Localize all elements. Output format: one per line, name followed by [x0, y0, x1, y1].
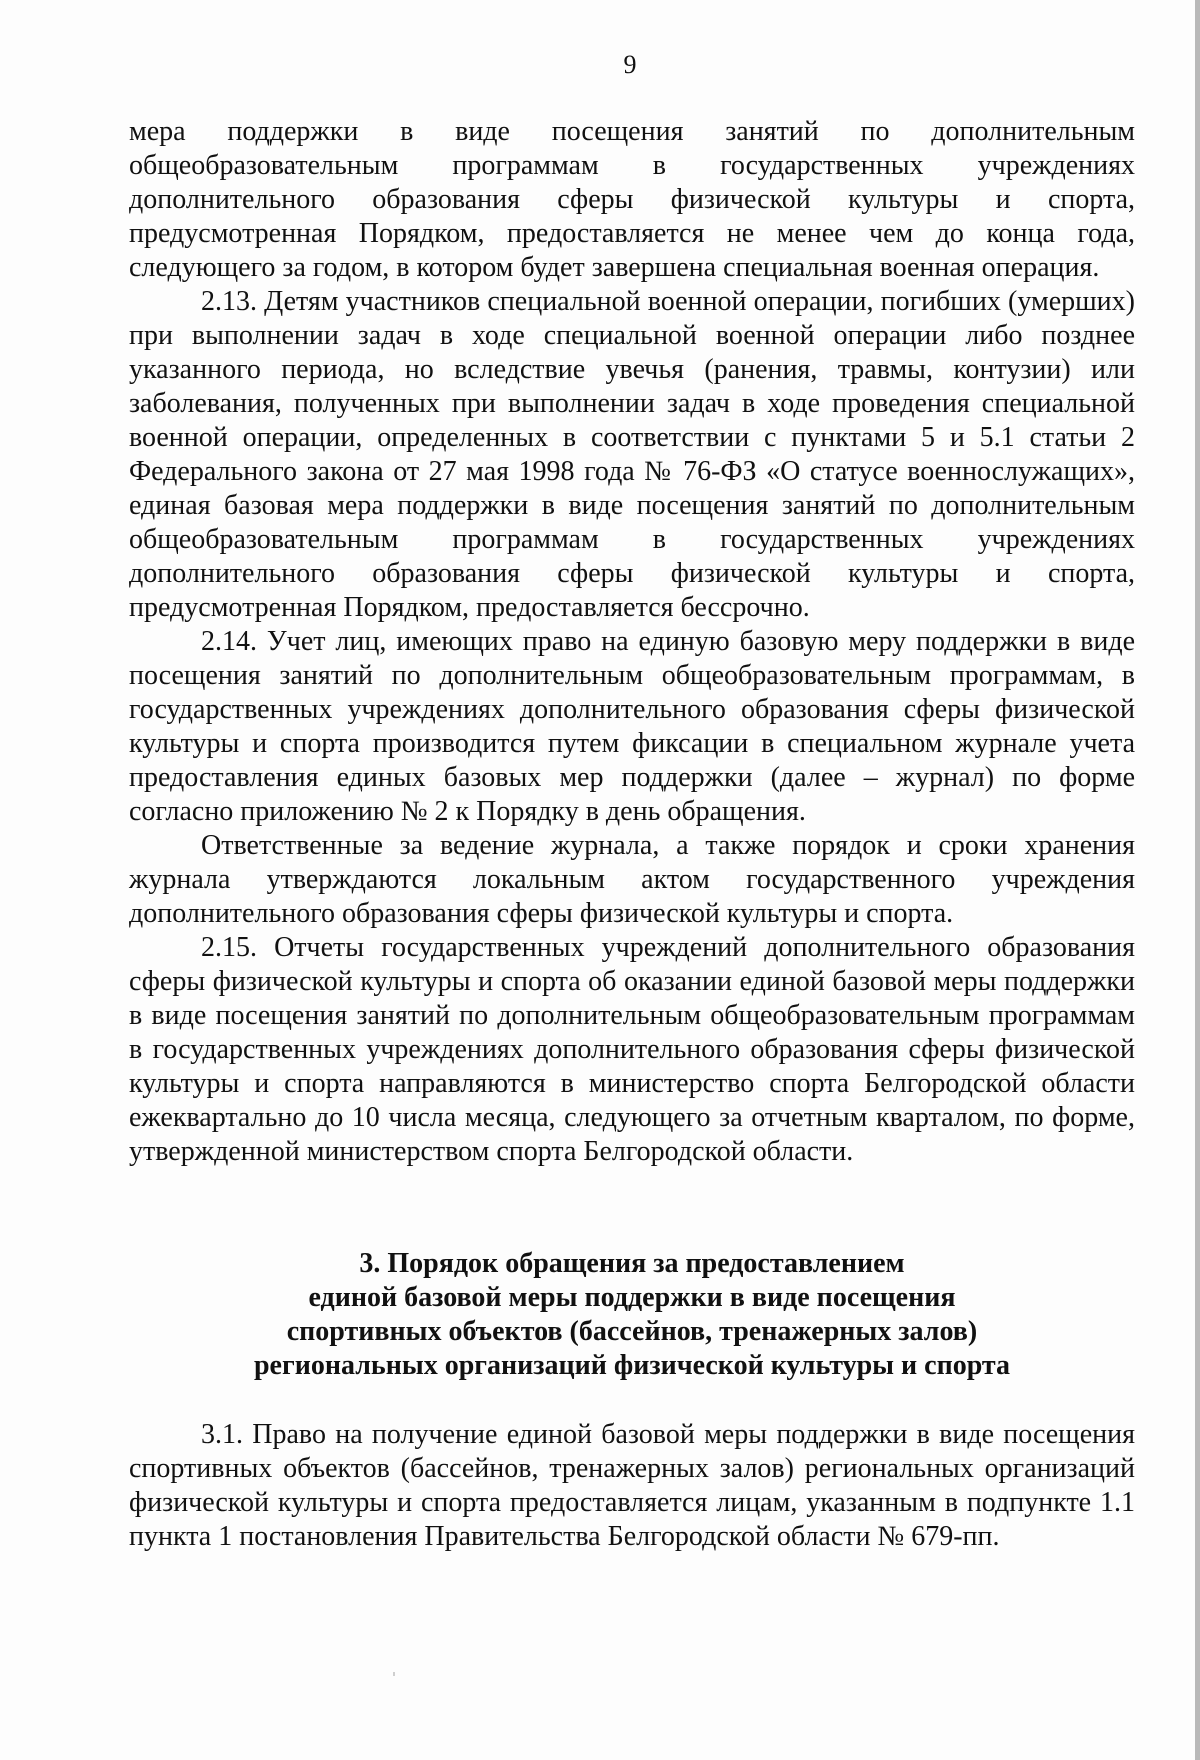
- section-heading-line: региональных организаций физической культуры и спорта: [253, 1350, 1010, 1381]
- paragraph-journal-responsibility: Ответственные за ведение журнала, а также порядок и сроки хранения журнала утверждаются локальным актом государственного учреждения дополнительного образования сферы физической культуры и спорта.: [129, 830, 1135, 929]
- paragraph-continuation: мера поддержки в виде посещения занятий по дополнительным общеобразовательным программам в государственных учреждениях дополнительного образования сферы физической культуры и спорта, предусмотренная Порядком, предоставляется не менее чем до конца года, следующего за годом, в котором будет завершена специальная военная операция.: [129, 116, 1135, 283]
- document-body: [129, 115, 1135, 1169]
- section-heading-line: спортивных объектов (бассейнов, тренажерных залов): [286, 1316, 978, 1347]
- section-3-heading: [129, 1247, 1135, 1383]
- paragraph-2-14: 2.14. Учет лиц, имеющих право на единую базовую меру поддержки в виде посещения занятий по дополнительным общеобразовательным программам, в государственных учреждениях дополнительного образования сферы физической культуры и спорта производится путем фиксации в специальном журнале учета предоставления единых базовых мер поддержки (далее – журнал) по форме согласно приложению № 2 к Порядку в день обращения.: [129, 626, 1135, 827]
- section-3-body: [129, 1418, 1135, 1554]
- paragraph-2-13: 2.13. Детям участников специальной военной операции, погибших (умерших) при выполнении задач в ходе специальной военной операции либо позднее указанного периода, но вследствие увечья (ранения, травмы, контузии) или заболевания, полученных при выполнении задач в ходе проведения специальной военной операции, определенных в соответствии с пунктами 5 и 5.1 статьи 2 Федерального закона от 27 мая 1998 года № 76-ФЗ «О статусе военнослужащих», единая базовая мера поддержки в виде посещения занятий по дополнительным общеобразовательным программам в государственных учреждениях дополнительного образования сферы физической культуры и спорта, предусмотренная Порядком, предоставляется бессрочно.: [129, 286, 1135, 623]
- section-heading-line: 3. Порядок обращения за предоставлением: [359, 1248, 905, 1279]
- paragraph-3-1: 3.1. Право на получение единой базовой меры поддержки в виде посещения спортивных объектов (бассейнов, тренажерных залов) региональных организаций физической культуры и спорта предоставляется лицам, указанным в подпункте 1.1 пункта 1 постановления Правительства Белгородской области № 679-пп.: [129, 1419, 1135, 1552]
- paragraph-2-15: 2.15. Отчеты государственных учреждений дополнительного образования сферы физической культуры и спорта об оказании единой базовой меры поддержки в виде посещения занятий по дополнительным общеобразовательным программам в государственных учреждениях дополнительного образования сферы физической культуры и спорта направляются в министерство спорта Белгородской области ежеквартально до 10 числа месяца, следующего за отчетным кварталом, по форме, утвержденной министерством спорта Белгородской области.: [129, 932, 1135, 1167]
- scan-artifact: [393, 1672, 395, 1676]
- page-number: 9: [623, 50, 637, 79]
- section-heading-line: единой базовой меры поддержки в виде посещения: [308, 1282, 956, 1313]
- page-edge-shadow: [1195, 0, 1200, 1760]
